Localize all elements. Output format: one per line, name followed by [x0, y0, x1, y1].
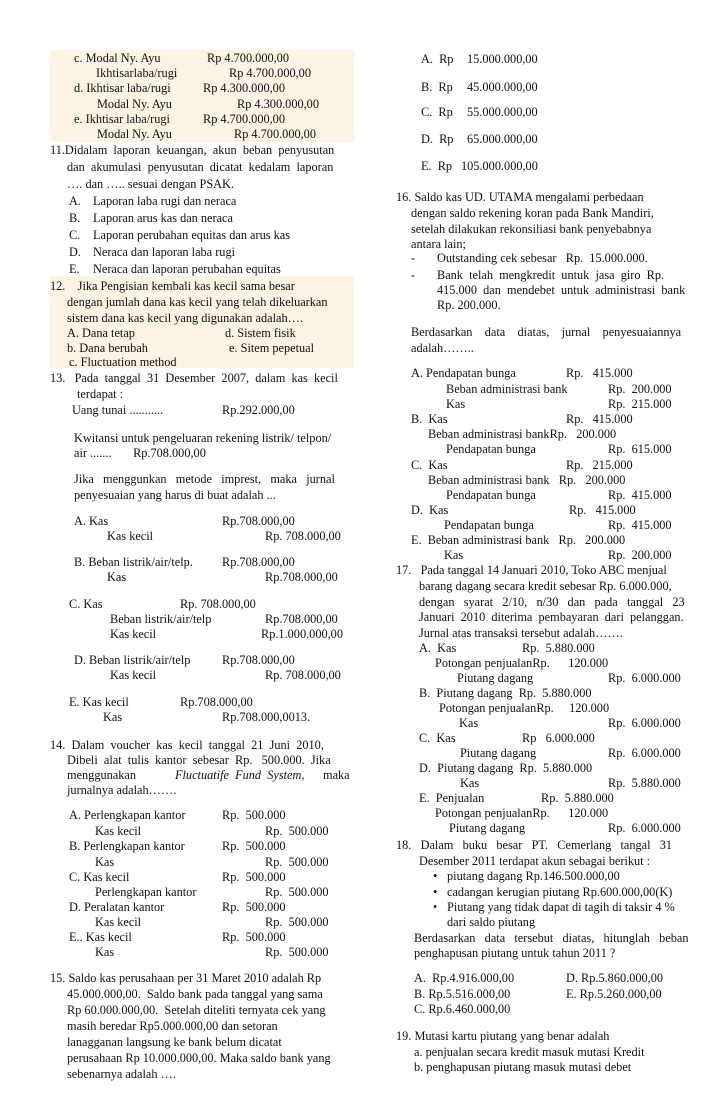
q16-a-2-amount: Rp. 200.000: [608, 382, 672, 396]
q17-e-3: Piutang dagang: [449, 821, 526, 835]
q12-option-b: b. Dana berubah: [67, 341, 148, 355]
q14-b-debit-amount: Rp. 500.000: [222, 839, 286, 853]
q17-a-3-amount: Rp. 6.000.000: [608, 671, 681, 685]
q14-e-credit-amount: Rp. 500.000: [265, 945, 329, 959]
q18-bullet-1: • piutang dagang Rp.146.500.000,00: [447, 869, 620, 884]
q13-line-5: air ....... Rp.708.000,00: [74, 446, 206, 460]
q10-c-credit-amount: Rp 4.700.000,00: [229, 66, 311, 80]
q10-e-credit: Modal Ny. Ayu: [97, 127, 172, 141]
q18-line-2: Desember 2011 terdapat akun sebagai berikut :: [419, 854, 651, 868]
q16-c-3: Pendapatan bunga: [446, 488, 536, 502]
q13-e-debit-amount: Rp.708.000,00: [180, 695, 253, 709]
q12-line-1: 12. Jika Pengisian kembali kas kecil sama besar: [50, 279, 295, 293]
q16-a-3-amount: Rp. 215.000: [608, 397, 672, 411]
q15-line-1: 15. Saldo kas perusahaan per 31 Maret 2010 adalah Rp: [50, 971, 322, 985]
q16-bullet-2a: Bank telah mengkredit untuk jasa giro Rp.: [437, 268, 665, 282]
q10-d-debit: d. Ikhtisar laba/rugi: [74, 81, 171, 95]
q14-e-debit-amount: Rp. 500.000: [222, 930, 286, 944]
q17-line-3: dengan syarat 2/10, n/30 dan pada tanggal 23: [419, 595, 685, 609]
q16-b-3-amount: Rp. 615.000: [608, 442, 672, 456]
q15-option-e-key: E. Rp: [421, 159, 453, 173]
q16-d-1-amount: Rp. 415.000: [569, 503, 636, 517]
q11-line-2: dan akumulasi penyusutan dicatat kedalam laporan: [67, 160, 334, 174]
q16-c-1: C. Kas: [411, 458, 448, 472]
q16-a-1: A. Pendapatan bunga: [411, 366, 516, 380]
q16-b-3: Pendapatan bunga: [446, 442, 536, 456]
q14-b-debit: B. Perlengkapan kantor: [69, 839, 185, 853]
q14-a-credit-amount: Rp. 500.000: [265, 824, 329, 838]
q18-option-d: D. Rp.5.860.000,00: [566, 971, 664, 985]
q16-a-2: Beban administrasi bank: [446, 382, 568, 396]
q16-e-1: E. Beban administrasi bank Rp. 200.000: [411, 533, 626, 547]
q13-e-credit-amount: Rp.708.000,0013.: [222, 710, 311, 724]
q16-bullet-1: Outstanding cek sebesar Rp. 15.000.000.: [437, 251, 648, 265]
q17-d-2: Kas: [460, 776, 480, 790]
q11-line-3: …. dan ….. sesuai dengan PSAK.: [67, 177, 235, 191]
q13-d-debit-amount: Rp.708.000,00: [222, 653, 295, 667]
q17-b-1: B. Piutang dagang Rp. 5.880.000: [419, 686, 592, 700]
q18-option-a: A. Rp.4.916.000,00: [414, 971, 515, 985]
q14-d-debit: D. Peralatan kantor: [69, 900, 165, 914]
q13-b-debit: B. Beban listrik/air/telp.: [74, 555, 193, 569]
q13-line-6: Jika menggunkan metode imprest, maka jurnal: [74, 472, 335, 486]
q11-option-a: Laporan laba rugi dan neraca: [93, 194, 237, 208]
q10-d-credit: Modal Ny. Ayu: [97, 97, 172, 111]
q12-line-3: sistem dana kas kecil yang digunakan adalah….: [67, 311, 303, 325]
q17-e-1: E. Penjualan: [419, 791, 485, 805]
q15-line-2: 45.000.000,00. Saldo bank pada tanggal yang sama: [67, 987, 323, 1001]
q16-c-2: Beban administrasi bank Rp. 200.000: [428, 473, 626, 487]
q14-line-2: Dibeli alat tulis kantor sebesar Rp. 500.000. Jika: [67, 753, 331, 767]
q16-line-5: Berdasarkan data diatas, jurnal penyesuaiannya: [411, 325, 682, 339]
q17-d-2-amount: Rp. 5.880.000: [608, 776, 681, 790]
q17-c-2: Piutang dagang: [460, 746, 537, 760]
q11-option-d-key: D.: [69, 245, 81, 259]
q19-option-b: b. penghapusan piutang masuk mutasi debet: [414, 1060, 632, 1074]
q14-e-debit: E.. Kas kecil: [69, 930, 132, 944]
q16-e-2-amount: Rp. 200.000: [608, 548, 672, 562]
q10-d-credit-amount: Rp 4.300.000,00: [237, 97, 319, 111]
q15-option-b: 45.000.000,00: [467, 80, 538, 94]
q12-option-e: e. Sitem pepetual: [229, 341, 315, 355]
q15-option-a: 15.000.000,00: [467, 52, 538, 66]
q15-option-c-key: C. Rp: [421, 105, 453, 119]
q18-line-4: penghapusan piutang untuk tahun 2011 ?: [414, 946, 616, 960]
q10-e-credit-amount: Rp 4.700.000,00: [234, 127, 316, 141]
q16-bullet-2b: 415.000 dan mendebet untuk administrasi bank: [437, 283, 686, 297]
q16-a-3: Kas: [446, 397, 466, 411]
q11-option-d: Neraca dan laporan laba rugi: [93, 245, 236, 259]
q16-line-4: antara lain;: [411, 237, 466, 251]
q13-b-debit-amount: Rp.708.000,00: [222, 555, 295, 569]
q13-a-credit-amount: Rp. 708.000,00: [265, 529, 341, 543]
q12-line-2: dengan jumlah dana kas kecil yang telah dikeluarkan: [67, 295, 328, 309]
q13-c-credit-1: Beban listrik/air/telp: [110, 612, 212, 626]
q13-c-credit-2: Kas kecil: [110, 627, 157, 641]
q13-a-credit: Kas kecil: [107, 529, 154, 543]
q15-option-d: 65.000.000,00: [467, 132, 538, 146]
q14-d-credit: Kas kecil: [95, 915, 142, 929]
q11-option-b: Laporan arus kas dan neraca: [93, 211, 233, 225]
q16-c-3-amount: Rp. 415.000: [608, 488, 672, 502]
q13-cash-label: Uang tunai ...........: [72, 403, 164, 417]
q15-option-e: 105.000.000,00: [461, 159, 538, 173]
q14-line-3a: menggunakan: [67, 768, 136, 782]
q10-e-debit: e. Ikhtisar laba/rugi: [74, 112, 170, 126]
q10-d-debit-amount: Rp 4.300.000,00: [203, 81, 285, 95]
q13-d-credit: Kas kecil: [110, 668, 157, 682]
q18-line-3: Berdasarkan data tersebut diatas, hitunglah beban: [414, 931, 689, 945]
q16-b-2: Beban administrasi bankRp. 200.000: [428, 427, 617, 441]
q17-b-3-amount: Rp. 6.000.000: [608, 716, 681, 730]
q14-d-debit-amount: Rp. 500.000: [222, 900, 286, 914]
q14-a-debit-amount: Rp. 500.000: [222, 808, 286, 822]
q12-option-a: A. Dana tetap: [67, 326, 135, 340]
q14-line-4: jurnalnya adalah…….: [67, 783, 177, 797]
q17-e-2: Potongan penjualanRp. 120.000: [435, 806, 609, 820]
q18-line-1: 18. Dalam buku besar PT. Cemerlang tangal 31: [396, 838, 673, 852]
q11-option-c: Laporan perubahan equitas dan arus kas: [93, 228, 291, 242]
q16-b-1-amount: Rp. 415.000: [566, 412, 633, 426]
q17-e-3-amount: Rp. 6.000.000: [608, 821, 681, 835]
q16-e-2: Kas: [444, 548, 464, 562]
q15-option-d-key: D. Rp: [421, 132, 454, 146]
q11-option-b-key: B.: [69, 211, 81, 225]
q17-line-1: 17. Pada tanggal 14 Januari 2010, Toko ABC menjual: [396, 563, 667, 577]
q11-line-1: 11.Didalam laporan keuangan, akun beban penyusutan: [50, 143, 335, 157]
q13-line-7: penyesuaian yang harus di buat adalah ...: [74, 488, 276, 502]
q13-e-credit: Kas: [103, 710, 123, 724]
q19-line-1: 19. Mutasi kartu piutang yang benar adalah: [396, 1029, 610, 1043]
q15-line-7: sebenarnya adalah ….: [67, 1067, 176, 1081]
q14-c-credit-amount: Rp. 500.000: [265, 885, 329, 899]
q13-line-1: 13. Pada tanggal 31 Desember 2007, dalam kas kecil: [50, 371, 338, 385]
q13-line-2: terdapat :: [77, 387, 124, 401]
q16-d-2-amount: Rp. 415.000: [608, 518, 672, 532]
q17-line-2: barang dagang secara kredit sebesar Rp. 6.000.000,: [419, 579, 672, 593]
q14-c-debit: C. Kas kecil: [69, 870, 130, 884]
q18-bullet-3a: • Piutang yang tidak dapat di tagih di taksir 4 %: [447, 900, 675, 915]
q16-line-1: 16. Saldo kas UD. UTAMA mengalami perbedaan: [396, 190, 644, 204]
q13-c-debit-amount: Rp. 708.000,00: [180, 597, 256, 611]
q17-e-1-amount: Rp. 5.880.000: [541, 791, 614, 805]
q16-b-1: B. Kas: [411, 412, 448, 426]
q17-d-1: D. Piutang dagang Rp. 5.880.000: [419, 761, 593, 775]
q13-d-debit: D. Beban listrik/air/telp: [74, 653, 191, 667]
q16-a-1-amount: Rp. 415.000: [566, 366, 633, 380]
q17-a-2: Potongan penjualanRp. 120.000: [435, 656, 609, 670]
q15-line-5: lanagganan langsung ke bank belum dicatat: [67, 1035, 282, 1049]
q19-option-a: a. penjualan secara kredit masuk mutasi Kredit: [414, 1045, 645, 1059]
q11-option-e-key: E.: [69, 262, 80, 276]
q17-b-3: Kas: [459, 716, 479, 730]
q16-d-2: Pendapatan bunga: [444, 518, 534, 532]
q14-line-3c: maka: [323, 768, 350, 782]
q13-c-credit-1-amount: Rp.708.000,00: [265, 612, 338, 626]
q18-bullet-2: • cadangan kerugian piutang Rp.600.000,00(K): [447, 885, 672, 900]
q14-e-credit: Kas: [95, 945, 115, 959]
q17-a-1-amount: Rp. 5.880.000: [522, 641, 595, 655]
q17-line-4: Januari 2010 diterima pembayaran dari pelanggan.: [419, 610, 684, 624]
q15-line-6: perusahaan Rp 10.000.000,00. Maka saldo bank yang: [67, 1051, 331, 1065]
q10-c-debit: c. Modal Ny. Ayu: [74, 51, 161, 65]
q16-c-1-amount: Rp. 215.000: [566, 458, 633, 472]
q11-option-c-key: C.: [69, 228, 81, 242]
q14-a-debit: A. Perlengkapan kantor: [69, 808, 186, 822]
q13-b-credit-amount: Rp.708.000,00: [265, 570, 338, 584]
q18-option-e: E. Rp.5.260.000,00: [566, 987, 662, 1001]
q16-bullet-2c: Rp. 200.000.: [437, 298, 501, 312]
q17-c-2-amount: Rp. 6.000.000: [608, 746, 681, 760]
q13-e-debit: E. Kas kecil: [69, 695, 129, 709]
q11-option-e: Neraca dan laporan perubahan equitas: [93, 262, 281, 276]
q17-line-5: Jurnal atas transaksi tersebut adalah…….: [419, 626, 623, 640]
q14-b-credit-amount: Rp. 500.000: [265, 855, 329, 869]
q18-option-b: B. Rp.5.516.000,00: [414, 987, 511, 1001]
q16-d-1: D. Kas: [411, 503, 449, 517]
q18-bullet-3b: dari saldo piutang: [447, 915, 536, 929]
q13-line-4: Kwitansi untuk pengeluaran rekening listrik/ telpon/: [74, 431, 332, 445]
q12-option-c: c. Fluctuation method: [69, 355, 177, 369]
q14-a-credit: Kas kecil: [95, 824, 142, 838]
q18-option-c: C. Rp.6.460.000,00: [414, 1002, 511, 1016]
q16-line-3: setelah dilakukan rekonsiliasi bank penyebabnya: [411, 222, 652, 236]
q15-line-4: masih beredar Rp5.000.000,00 dan setoran: [67, 1019, 278, 1033]
q15-line-3: Rp 60.000.000,00. Setelah diteliti ternyata cek yang: [67, 1003, 326, 1017]
q17-b-2: Potongan penjualanRp. 120.000: [439, 701, 610, 715]
q14-c-debit-amount: Rp. 500.000: [222, 870, 286, 884]
q10-c-debit-amount: Rp 4.700.000,00: [207, 51, 289, 65]
q14-line-1: 14. Dalam voucher kas kecil tanggal 21 Juni 2010,: [50, 738, 324, 752]
q14-d-credit-amount: Rp. 500.000: [265, 915, 329, 929]
q13-a-debit-amount: Rp.708.000,00: [222, 514, 295, 528]
q13-cash-amount: Rp.292.000,00: [222, 403, 295, 417]
q16-dash-2: -: [411, 268, 416, 282]
q11-option-a-key: A.: [69, 194, 81, 208]
q15-option-a-key: A. Rp: [421, 52, 454, 66]
q15-option-c: 55.000.000,00: [467, 105, 538, 119]
q17-c-1: C. Kas: [419, 731, 456, 745]
q16-line-2: dengan saldo rekening koran pada Bank Mandiri,: [411, 206, 654, 220]
q13-d-credit-amount: Rp. 708.000,00: [265, 668, 341, 682]
q14-line-3b: Fluctuatife Fund System,: [175, 768, 305, 782]
q14-b-credit: Kas: [95, 855, 115, 869]
q13-c-debit: C. Kas: [69, 597, 103, 611]
q17-a-3: Piutang dagang: [457, 671, 534, 685]
q17-a-1: A. Kas: [419, 641, 457, 655]
q16-line-6: adalah……..: [411, 341, 474, 355]
q10-c-credit: Ikhtisarlaba/rugi: [96, 66, 178, 80]
q13-c-credit-2-amount: Rp.1.000.000,00: [261, 627, 343, 641]
q12-option-d: d. Sistem fisik: [225, 326, 296, 340]
q14-c-credit: Perlengkapan kantor: [95, 885, 197, 899]
q13-b-credit: Kas: [107, 570, 127, 584]
q16-dash-1: -: [411, 251, 416, 265]
q17-c-1-amount: Rp 6.000.000: [522, 731, 595, 745]
q10-e-debit-amount: Rp 4.700.000,00: [203, 112, 285, 126]
q15-option-b-key: B. Rp: [421, 80, 453, 94]
q13-a-debit: A. Kas: [74, 514, 109, 528]
